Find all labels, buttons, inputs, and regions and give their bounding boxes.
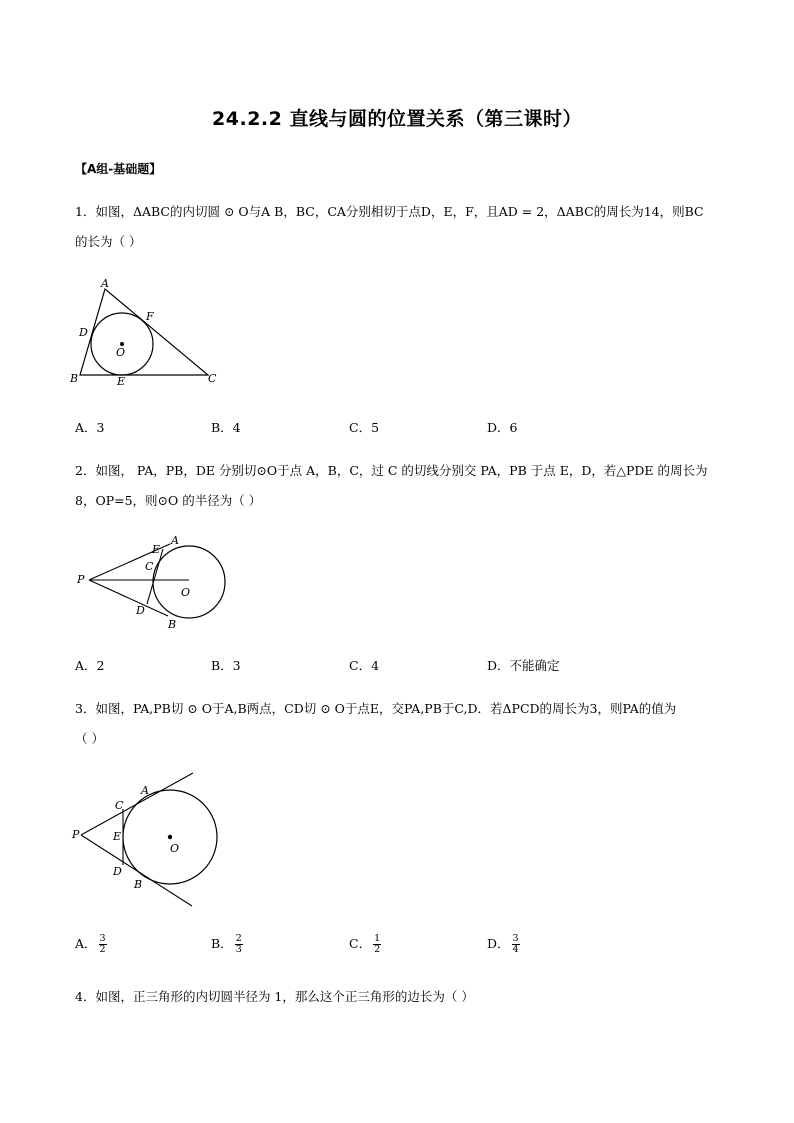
- question-3-figure: [65, 765, 230, 915]
- page-title: 24.2.2 直线与圆的位置关系（第三课时）: [212, 108, 582, 130]
- question-4-line-1: 4．如图，正三角形的内切圆半径为 1，那么这个正三角形的边长为（ ）: [75, 989, 474, 1004]
- question-1-line-1: 1．如图，ΔABC的内切圆 ⊙ O与A B，BC，CA分别相切于点D，E，F，且AD = 2，ΔABC的周长为14，则BC: [75, 204, 704, 219]
- triangle-abc: [80, 289, 208, 375]
- label-c: C: [115, 799, 124, 812]
- question-2-line-2: 8，OP=5，则⊙O 的半径为（ ）: [75, 493, 262, 508]
- label-c: C: [145, 560, 154, 573]
- label-e: E: [117, 375, 126, 388]
- question-1-option-c: C．5: [349, 420, 380, 435]
- label-e: E: [152, 543, 161, 556]
- question-2-option-c: C．4: [349, 658, 380, 673]
- question-3-line-2: （ ）: [75, 731, 104, 746]
- label-d: D: [79, 326, 88, 339]
- label-p: P: [72, 828, 80, 841]
- circle-o: [153, 546, 225, 618]
- label-c: C: [208, 372, 217, 385]
- question-3-option-a: A． $\frac{3}{2}$: [75, 933, 106, 955]
- section-heading: 【A组-基础题】: [75, 162, 162, 176]
- question-2-option-b: B．3: [211, 658, 241, 673]
- center-point: [168, 835, 172, 839]
- label-o: O: [116, 346, 126, 359]
- question-1-option-a: A．3: [75, 420, 105, 435]
- question-2-figure: [70, 530, 240, 635]
- tangent-pa: [81, 773, 193, 835]
- question-1-line-2: 的长为（ ）: [75, 234, 142, 249]
- label-p: P: [77, 573, 85, 586]
- question-3-option-b: B． $\frac{2}{3}$: [211, 933, 242, 955]
- label-f: F: [146, 310, 154, 323]
- question-3-option-d: D． $\frac{3}{4}$: [487, 933, 519, 955]
- tangent-de: [147, 549, 163, 604]
- label-b: B: [168, 618, 177, 631]
- label-o: O: [170, 842, 180, 855]
- question-3-line-1: 3．如图，PA,PB切 ⊙ O于A,B两点，CD切 ⊙ O于点E，交PA,PB于C,D．若ΔPCD的周长为3，则PA的值为: [75, 701, 677, 716]
- question-2-line-1: 2．如图， PA，PB，DE 分别切⊙O于点 A，B，C，过 C 的切线分别交 PA，PB 于点 E，D，若△PDE 的周长为: [75, 463, 708, 478]
- question-1-option-b: B．4: [211, 420, 241, 435]
- label-a: A: [171, 534, 179, 547]
- label-o: O: [181, 586, 191, 599]
- question-1-option-d: D．6: [487, 420, 518, 435]
- question-2-option-a: A．2: [75, 658, 105, 673]
- label-e: E: [113, 830, 122, 843]
- label-a: A: [141, 784, 149, 797]
- question-2-option-d: D．不能确定: [487, 658, 560, 673]
- label-d: D: [136, 604, 145, 617]
- question-3-option-c: C． $\frac{1}{2}$: [349, 933, 381, 955]
- label-b: B: [134, 878, 143, 891]
- label-b: B: [70, 372, 79, 385]
- label-d: D: [113, 865, 122, 878]
- question-1-figure: [60, 272, 230, 392]
- label-a: A: [101, 277, 109, 290]
